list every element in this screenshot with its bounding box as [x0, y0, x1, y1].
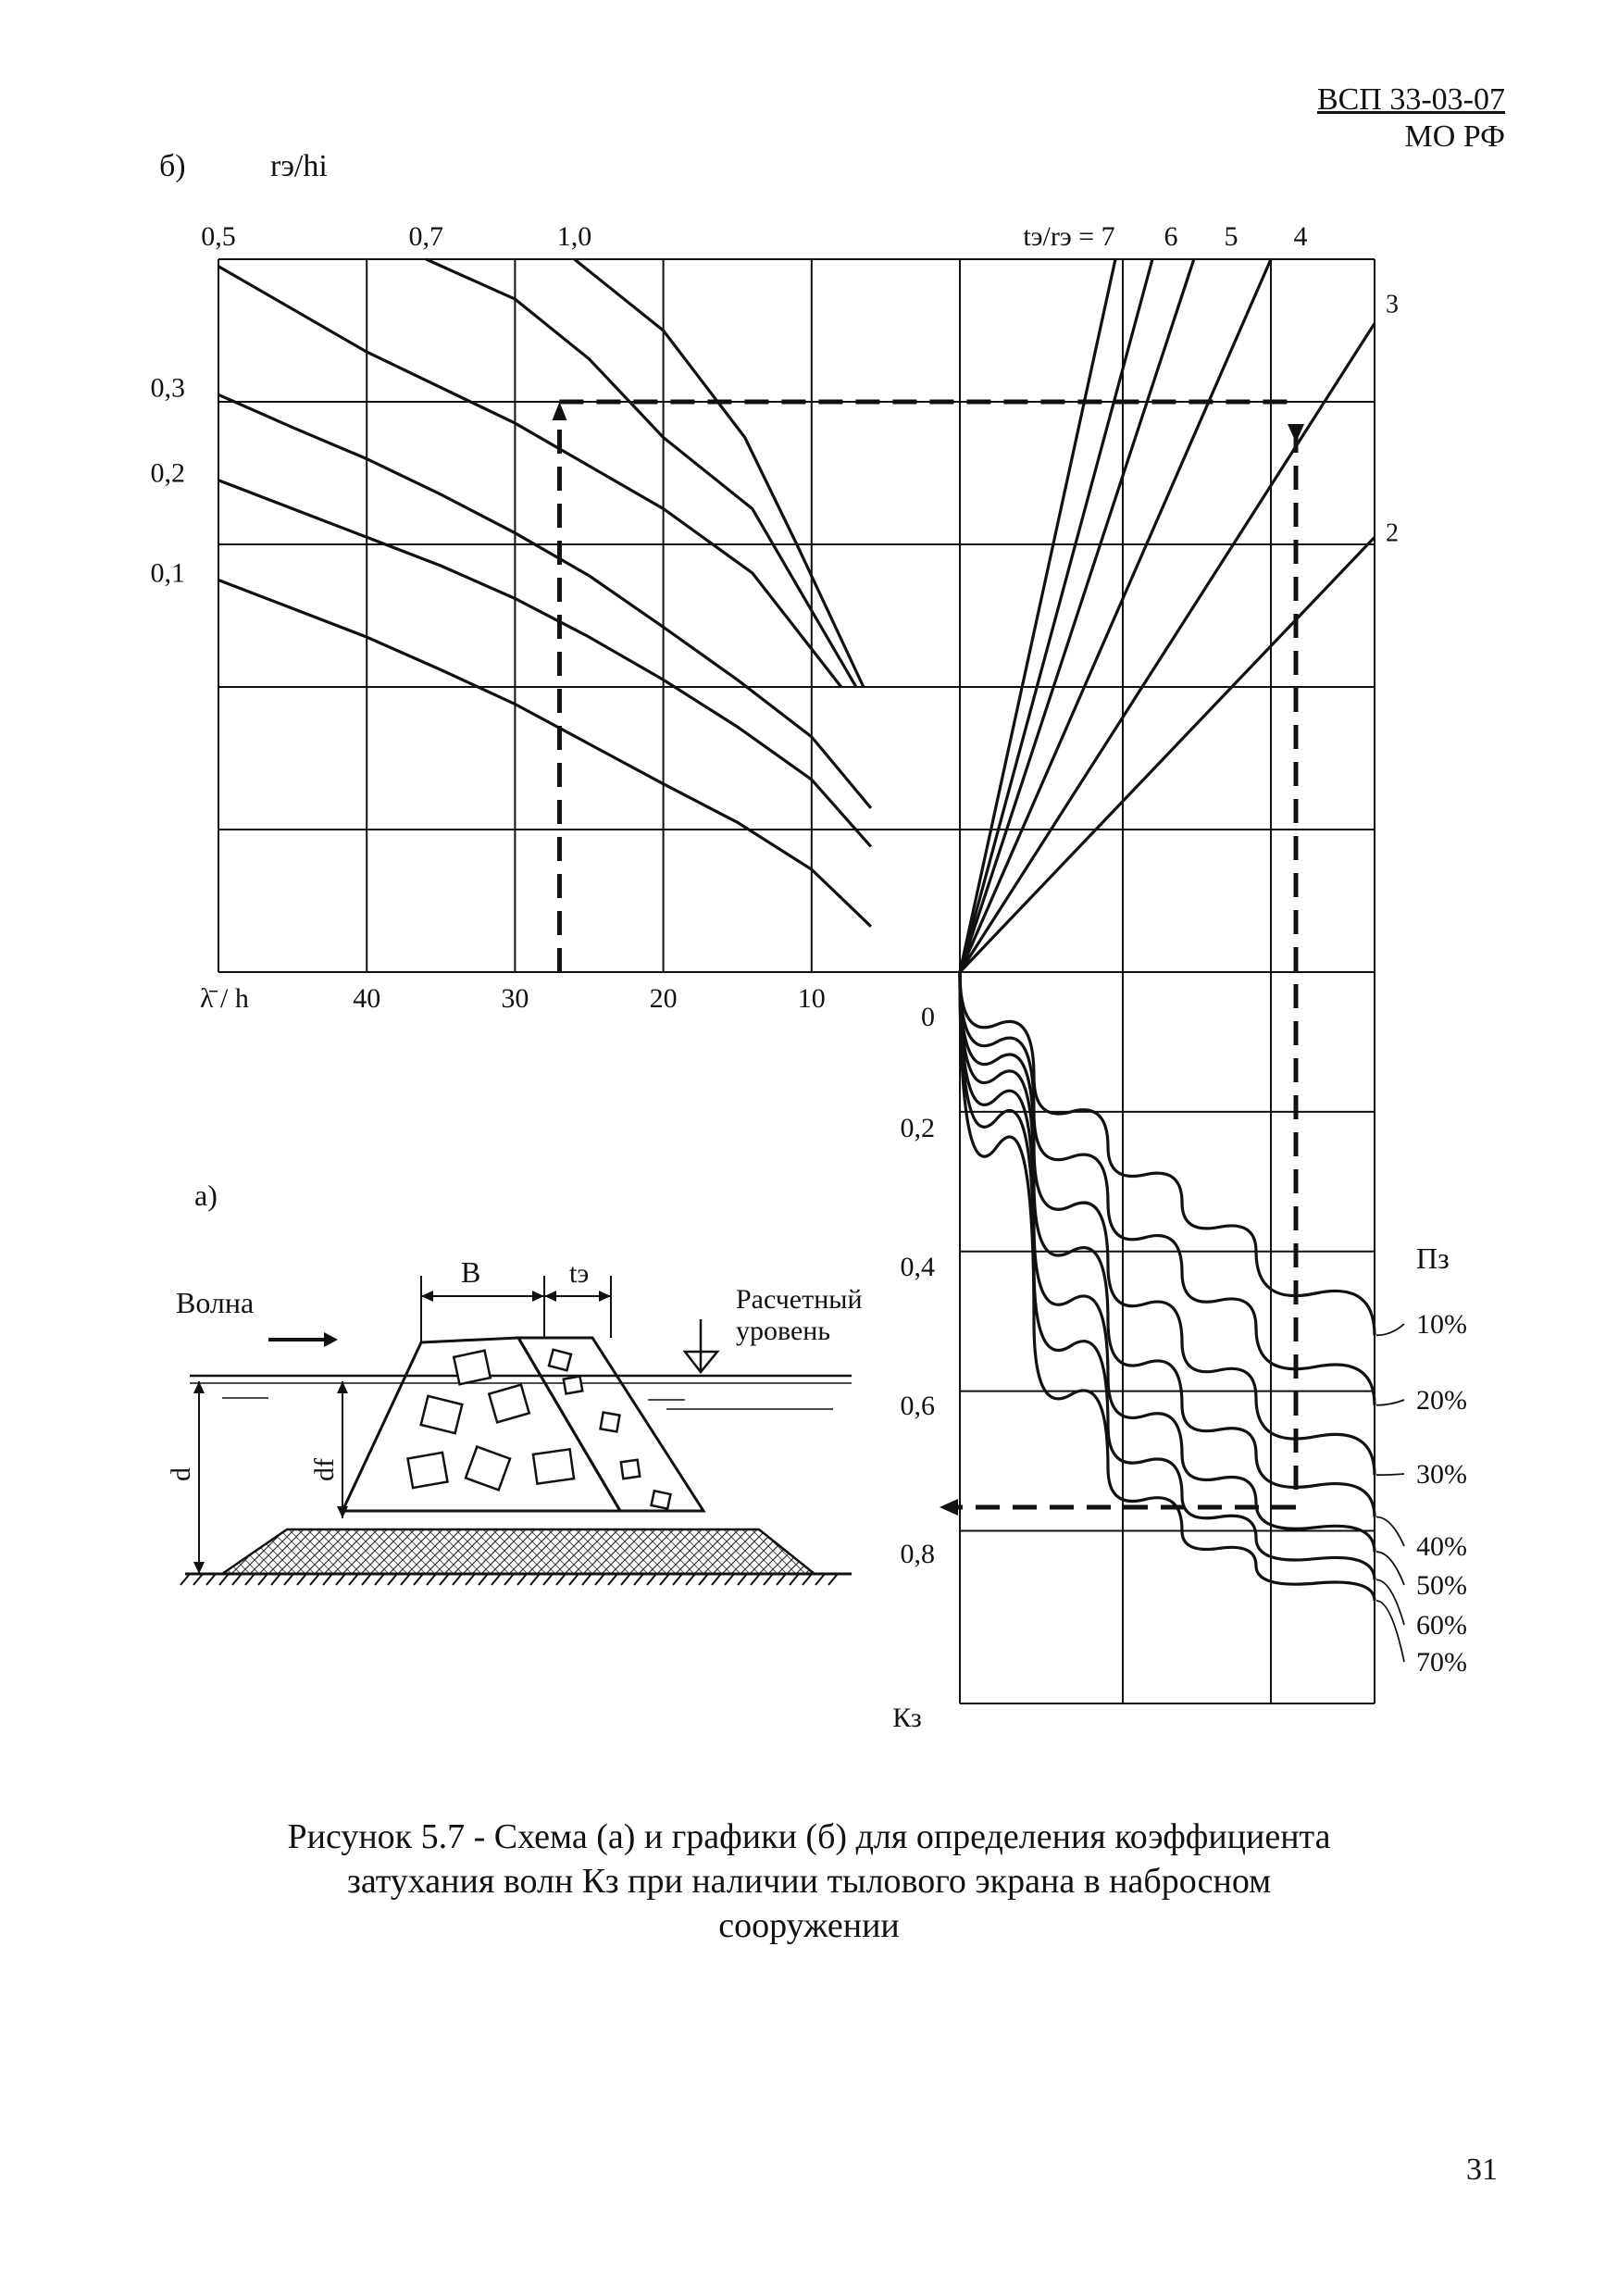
curve-k-20: [960, 972, 1375, 1405]
dimension-t: [544, 1258, 611, 1338]
xtick-20: 20: [649, 983, 678, 1014]
depth-df-label: df: [309, 1458, 340, 1481]
label-pz-50: 50%: [1416, 1570, 1467, 1601]
leader-20: [1376, 1400, 1404, 1405]
ray-t-2: [960, 537, 1375, 972]
width-t-label: tэ: [569, 1258, 590, 1289]
ray-t-7: [960, 259, 1115, 972]
top-label-6: 6: [1164, 221, 1178, 252]
xtick-10: 10: [797, 983, 826, 1014]
label-pz-20: 20%: [1416, 1385, 1467, 1416]
xtick-40: 40: [353, 983, 381, 1014]
sea-bed: [180, 1574, 852, 1585]
caption-line-1: Рисунок 5.7 - Схема (а) и графики (б) для определения коэффициента: [287, 1817, 1331, 1856]
curve-k-50: [960, 972, 1375, 1552]
top-label-tэ-rэ-7: tэ/rэ = 7: [1023, 221, 1115, 252]
page-number: 31: [1466, 2152, 1498, 2187]
wave-label: Волна: [176, 1286, 255, 1319]
label-pz-30: 30%: [1416, 1459, 1467, 1490]
right-label-2: 2: [1386, 518, 1399, 548]
curve-k-40: [960, 972, 1375, 1517]
doc-code: ВСП 33-03-07: [1316, 82, 1505, 117]
depth-d-label: d: [166, 1467, 196, 1481]
leader-40: [1376, 1516, 1404, 1546]
plot-upper-left: [151, 221, 1297, 1014]
ray-t-3: [960, 323, 1375, 972]
doc-org: МО РФ: [1404, 119, 1505, 154]
y-axis-label: Кз: [892, 1703, 922, 1733]
curve-k-30: [960, 972, 1375, 1475]
water-level-marker: [685, 1319, 717, 1372]
top-label-0-5: 0,5: [201, 221, 236, 252]
panel-a-schematic: [166, 1179, 863, 1585]
dimension-df: [309, 1381, 348, 1518]
curve-rh-0-2: [218, 480, 871, 847]
top-label-4: 4: [1293, 221, 1308, 252]
ytick-0: 0: [921, 1002, 935, 1032]
figure-caption: [161, 1815, 1457, 1948]
x-axis-label: λ̄ / h: [200, 983, 249, 1014]
top-label-1-0: 1,0: [556, 221, 592, 252]
panel-b-label: б): [159, 149, 186, 183]
ytick-0-6: 0,6: [900, 1391, 935, 1421]
dimension-d: [166, 1381, 205, 1574]
plot-lower-right: [892, 972, 1467, 1733]
wave-arrow: [268, 1332, 338, 1347]
design-level-label-2: уровень: [736, 1316, 831, 1346]
guide-arrow-left: [940, 1499, 958, 1516]
label-pz-40: 40%: [1416, 1531, 1467, 1562]
left-label-0-1: 0,1: [150, 557, 185, 589]
right-label-3: 3: [1386, 290, 1399, 319]
left-label-0-2: 0,2: [150, 457, 185, 489]
top-label-0-7: 0,7: [408, 221, 444, 252]
ytick-0-8: 0,8: [900, 1539, 935, 1569]
panel-b-title: rэ/hi: [270, 149, 328, 183]
breakwater-body: [342, 1338, 703, 1511]
label-pz-10: 10%: [1416, 1309, 1467, 1340]
curve-rh-0-5: [218, 267, 841, 687]
xtick-30: 30: [501, 983, 529, 1014]
top-label-5: 5: [1224, 221, 1238, 252]
guide-arrow-up: [552, 402, 566, 420]
leader-30: [1376, 1474, 1404, 1475]
ray-t-5: [960, 259, 1194, 972]
ytick-0-2: 0,2: [900, 1113, 935, 1143]
left-label-0-3: 0,3: [150, 372, 185, 404]
label-pz-70: 70%: [1416, 1647, 1467, 1678]
legend-title-pz: Пз: [1416, 1242, 1450, 1275]
design-level-label: Расчетный: [736, 1284, 863, 1315]
plot-upper-right: [960, 221, 1399, 1703]
ytick-0-4: 0,4: [900, 1252, 935, 1282]
caption-line-2: затухания волн Кз при наличии тылового экрана в набросном: [346, 1862, 1272, 1901]
caption-line-3: сооружении: [718, 1906, 900, 1945]
panel-a-label: а): [194, 1179, 218, 1212]
ray-t-4: [960, 259, 1271, 972]
rubble-base: [222, 1529, 815, 1574]
leader-10: [1376, 1324, 1404, 1335]
label-pz-60: 60%: [1416, 1610, 1467, 1641]
width-B-label: B: [461, 1255, 481, 1289]
dimension-B: [421, 1255, 544, 1342]
